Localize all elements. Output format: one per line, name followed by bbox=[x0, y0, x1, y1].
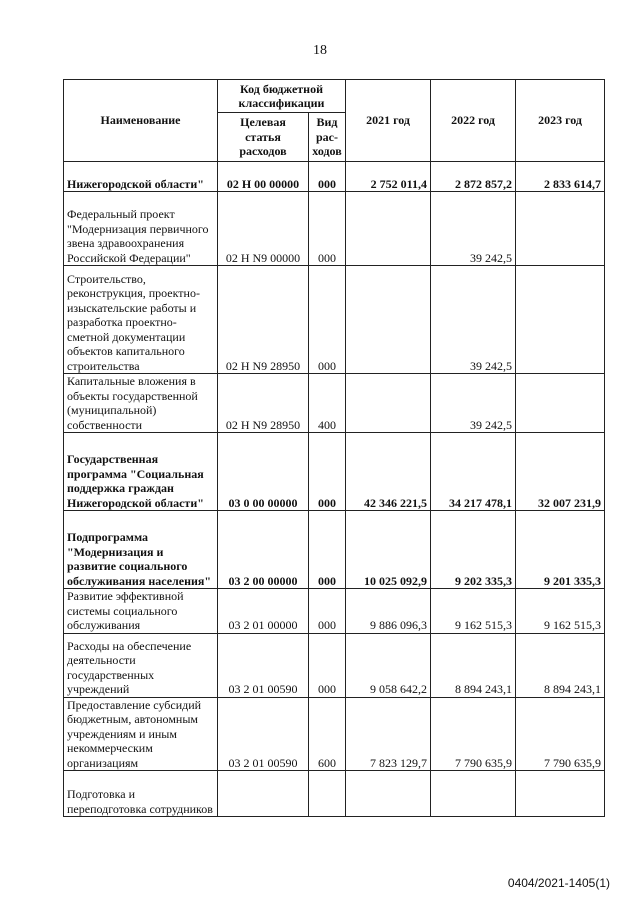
value-2021-cell bbox=[346, 192, 431, 266]
header-name: Наименование bbox=[64, 80, 218, 162]
value-2022-cell: 8 894 243,1 bbox=[431, 633, 516, 697]
value-2023-cell: 32 007 231,9 bbox=[516, 433, 605, 511]
header-2022: 2022 год bbox=[431, 80, 516, 162]
row-name-cell: Расходы на обеспечение деятельности государственных учреждений bbox=[64, 633, 218, 697]
expense-type-cell bbox=[309, 771, 346, 817]
target-article-cell: 03 2 01 00590 bbox=[218, 697, 309, 771]
value-2023-cell bbox=[516, 374, 605, 433]
value-2021-cell: 10 025 092,9 bbox=[346, 511, 431, 589]
value-2022-cell bbox=[431, 771, 516, 817]
expense-type-cell: 000 bbox=[309, 589, 346, 634]
value-2021-cell: 9 058 642,2 bbox=[346, 633, 431, 697]
row-name-cell: Предоставление субсидий бюджетным, автономным учреждениям и иным некоммерческим организациям bbox=[64, 697, 218, 771]
row-name-cell: Развитие эффективной системы социального обслуживания bbox=[64, 589, 218, 634]
table-row bbox=[64, 697, 605, 771]
table-row bbox=[64, 433, 605, 511]
value-2021-cell bbox=[346, 771, 431, 817]
table-row bbox=[64, 162, 605, 192]
header-expense-type: Вид рас-ходов bbox=[309, 113, 346, 162]
target-article-cell: 02 Н N9 28950 bbox=[218, 374, 309, 433]
table-row bbox=[64, 192, 605, 266]
row-name-cell: Федеральный проект "Модернизация первичного звена здравоохранения Российской Федерации" bbox=[64, 192, 218, 266]
target-article-cell: 02 Н N9 28950 bbox=[218, 266, 309, 374]
table-row bbox=[64, 266, 605, 374]
value-2022-cell: 9 162 515,3 bbox=[431, 589, 516, 634]
header-target-article: Целевая статья расходов bbox=[218, 113, 309, 162]
expense-type-cell: 000 bbox=[309, 433, 346, 511]
target-article-cell: 03 2 01 00590 bbox=[218, 633, 309, 697]
header-kbk: Код бюджетной классификации bbox=[218, 80, 346, 113]
expense-type-cell: 000 bbox=[309, 162, 346, 192]
value-2021-cell bbox=[346, 374, 431, 433]
row-name-cell: Нижегородской области" bbox=[64, 162, 218, 192]
header-2021: 2021 год bbox=[346, 80, 431, 162]
value-2022-cell: 34 217 478,1 bbox=[431, 433, 516, 511]
value-2023-cell bbox=[516, 192, 605, 266]
value-2023-cell: 9 162 515,3 bbox=[516, 589, 605, 634]
target-article-cell: 02 Н N9 00000 bbox=[218, 192, 309, 266]
row-name-cell: Подпрограмма "Модернизация и развитие социального обслуживания населения" bbox=[64, 511, 218, 589]
row-name-cell: Капитальные вложения в объекты государственной (муниципальной) собственности bbox=[64, 374, 218, 433]
table-body bbox=[64, 162, 605, 817]
table-row bbox=[64, 374, 605, 433]
value-2023-cell: 7 790 635,9 bbox=[516, 697, 605, 771]
value-2023-cell: 9 201 335,3 bbox=[516, 511, 605, 589]
value-2021-cell: 42 346 221,5 bbox=[346, 433, 431, 511]
table-row bbox=[64, 589, 605, 634]
value-2023-cell: 2 833 614,7 bbox=[516, 162, 605, 192]
value-2021-cell: 2 752 011,4 bbox=[346, 162, 431, 192]
budget-table bbox=[63, 79, 605, 817]
table-row bbox=[64, 771, 605, 817]
value-2022-cell: 39 242,5 bbox=[431, 192, 516, 266]
table-row bbox=[64, 511, 605, 589]
value-2023-cell bbox=[516, 771, 605, 817]
row-name-cell: Строительство, реконструкция, проектно-изыскательские работы и разработка проектно-сметной документации объектов капитального строительства bbox=[64, 266, 218, 374]
value-2023-cell bbox=[516, 266, 605, 374]
target-article-cell: 03 0 00 00000 bbox=[218, 433, 309, 511]
target-article-cell: 03 2 01 00000 bbox=[218, 589, 309, 634]
value-2021-cell bbox=[346, 266, 431, 374]
expense-type-cell: 000 bbox=[309, 633, 346, 697]
value-2021-cell: 9 886 096,3 bbox=[346, 589, 431, 634]
row-name-cell: Подготовка и переподготовка сотрудников bbox=[64, 771, 218, 817]
header-2023: 2023 год bbox=[516, 80, 605, 162]
expense-type-cell: 400 bbox=[309, 374, 346, 433]
value-2021-cell: 7 823 129,7 bbox=[346, 697, 431, 771]
target-article-cell: 03 2 00 00000 bbox=[218, 511, 309, 589]
value-2022-cell: 39 242,5 bbox=[431, 374, 516, 433]
value-2022-cell: 9 202 335,3 bbox=[431, 511, 516, 589]
value-2022-cell: 2 872 857,2 bbox=[431, 162, 516, 192]
expense-type-cell: 000 bbox=[309, 192, 346, 266]
table-row bbox=[64, 633, 605, 697]
page-number: 18 bbox=[313, 43, 327, 58]
value-2023-cell: 8 894 243,1 bbox=[516, 633, 605, 697]
target-article-cell bbox=[218, 771, 309, 817]
expense-type-cell: 600 bbox=[309, 697, 346, 771]
expense-type-cell: 000 bbox=[309, 511, 346, 589]
target-article-cell: 02 Н 00 00000 bbox=[218, 162, 309, 192]
document-code: 0404/2021-1405(1) bbox=[507, 876, 610, 890]
row-name-cell: Государственная программа "Социальная поддержка граждан Нижегородской области" bbox=[64, 433, 218, 511]
value-2022-cell: 39 242,5 bbox=[431, 266, 516, 374]
value-2022-cell: 7 790 635,9 bbox=[431, 697, 516, 771]
expense-type-cell: 000 bbox=[309, 266, 346, 374]
